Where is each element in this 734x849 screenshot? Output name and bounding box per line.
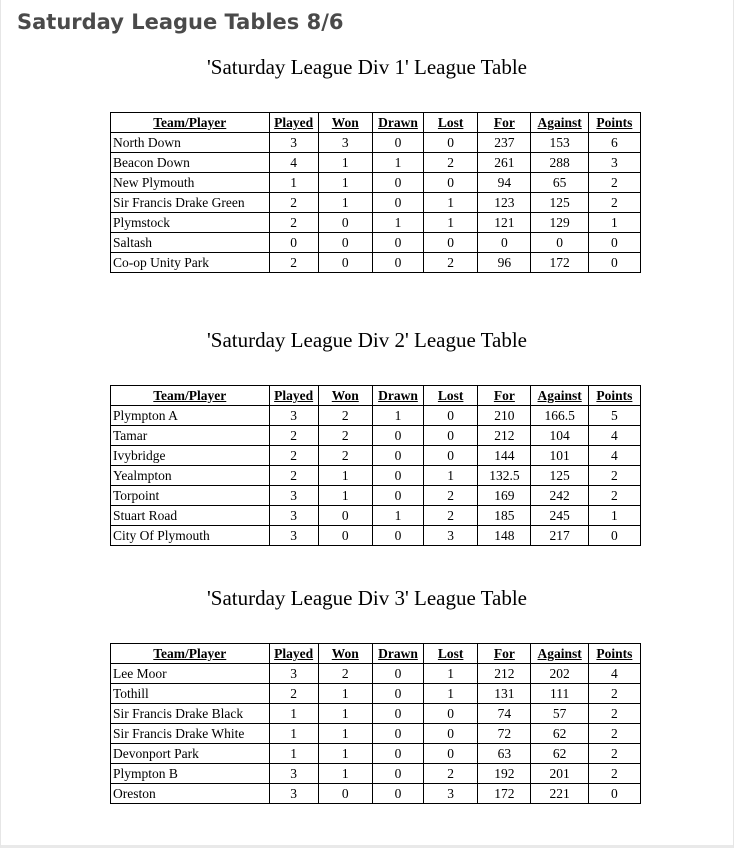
cell-won: 1 <box>318 153 372 173</box>
cell-for: 148 <box>478 526 531 546</box>
cell-drawn: 1 <box>372 406 423 426</box>
cell-for: 192 <box>478 764 531 784</box>
cell-points: 2 <box>588 724 640 744</box>
cell-team: Sir Francis Drake Black <box>111 704 270 724</box>
cell-points: 5 <box>588 406 640 426</box>
cell-against: 57 <box>531 704 588 724</box>
table-row <box>111 406 641 426</box>
cell-team: Oreston <box>111 784 270 804</box>
cell-won: 1 <box>318 684 372 704</box>
cell-for: 132.5 <box>478 466 531 486</box>
cell-drawn: 0 <box>372 486 423 506</box>
cell-against: 125 <box>531 466 588 486</box>
cell-won: 1 <box>318 764 372 784</box>
cell-lost: 0 <box>424 744 478 764</box>
cell-played: 2 <box>269 426 318 446</box>
cell-team: Plymstock <box>111 213 270 233</box>
column-header-points: Points <box>588 644 640 664</box>
cell-drawn: 0 <box>372 684 423 704</box>
cell-points: 2 <box>588 466 640 486</box>
column-header-points: Points <box>588 113 640 133</box>
column-header-for: For <box>478 386 531 406</box>
cell-points: 2 <box>588 173 640 193</box>
cell-lost: 2 <box>424 506 478 526</box>
cell-won: 1 <box>318 724 372 744</box>
cell-against: 172 <box>531 253 588 273</box>
cell-team: New Plymouth <box>111 173 270 193</box>
table-row <box>111 744 641 764</box>
column-header-team: Team/Player <box>111 644 270 664</box>
cell-played: 3 <box>269 664 318 684</box>
cell-against: 221 <box>531 784 588 804</box>
table-row <box>111 486 641 506</box>
table-header-row <box>111 386 641 406</box>
cell-played: 1 <box>269 173 318 193</box>
table-row <box>111 173 641 193</box>
cell-played: 2 <box>269 684 318 704</box>
cell-team: Co-op Unity Park <box>111 253 270 273</box>
cell-for: 72 <box>478 724 531 744</box>
cell-won: 1 <box>318 193 372 213</box>
column-header-drawn: Drawn <box>372 644 423 664</box>
cell-for: 131 <box>478 684 531 704</box>
cell-drawn: 1 <box>372 153 423 173</box>
cell-points: 2 <box>588 744 640 764</box>
cell-team: Ivybridge <box>111 446 270 466</box>
cell-for: 212 <box>478 664 531 684</box>
cell-won: 2 <box>318 406 372 426</box>
cell-played: 3 <box>269 506 318 526</box>
cell-won: 0 <box>318 526 372 546</box>
league-table-div3 <box>110 643 641 804</box>
cell-lost: 0 <box>424 233 478 253</box>
cell-team: Plympton B <box>111 764 270 784</box>
cell-points: 2 <box>588 704 640 724</box>
cell-points: 3 <box>588 153 640 173</box>
cell-won: 1 <box>318 486 372 506</box>
cell-lost: 0 <box>424 724 478 744</box>
cell-won: 0 <box>318 784 372 804</box>
cell-team: Lee Moor <box>111 664 270 684</box>
cell-drawn: 0 <box>372 133 423 153</box>
table-row <box>111 784 641 804</box>
cell-drawn: 0 <box>372 253 423 273</box>
column-header-team: Team/Player <box>111 386 270 406</box>
column-header-lost: Lost <box>424 113 478 133</box>
cell-against: 129 <box>531 213 588 233</box>
cell-won: 1 <box>318 173 372 193</box>
column-header-for: For <box>478 644 531 664</box>
cell-drawn: 0 <box>372 704 423 724</box>
cell-against: 166.5 <box>531 406 588 426</box>
cell-lost: 2 <box>424 153 478 173</box>
cell-team: Tothill <box>111 684 270 704</box>
cell-won: 3 <box>318 133 372 153</box>
cell-against: 125 <box>531 193 588 213</box>
cell-team: Sir Francis Drake White <box>111 724 270 744</box>
cell-played: 1 <box>269 724 318 744</box>
cell-points: 0 <box>588 233 640 253</box>
table-row <box>111 704 641 724</box>
cell-played: 3 <box>269 526 318 546</box>
table-row <box>111 684 641 704</box>
cell-drawn: 0 <box>372 446 423 466</box>
cell-played: 4 <box>269 153 318 173</box>
cell-against: 217 <box>531 526 588 546</box>
cell-for: 74 <box>478 704 531 724</box>
cell-lost: 1 <box>424 684 478 704</box>
column-header-for: For <box>478 113 531 133</box>
cell-drawn: 0 <box>372 466 423 486</box>
cell-for: 123 <box>478 193 531 213</box>
cell-for: 169 <box>478 486 531 506</box>
league-table-div1 <box>110 112 641 273</box>
cell-points: 1 <box>588 213 640 233</box>
table-row <box>111 724 641 744</box>
cell-drawn: 0 <box>372 764 423 784</box>
cell-won: 1 <box>318 466 372 486</box>
cell-for: 212 <box>478 426 531 446</box>
cell-won: 0 <box>318 253 372 273</box>
cell-lost: 0 <box>424 406 478 426</box>
column-header-won: Won <box>318 644 372 664</box>
cell-lost: 0 <box>424 446 478 466</box>
cell-against: 202 <box>531 664 588 684</box>
column-header-drawn: Drawn <box>372 113 423 133</box>
column-header-team: Team/Player <box>111 113 270 133</box>
cell-points: 4 <box>588 446 640 466</box>
cell-lost: 2 <box>424 764 478 784</box>
table-header-row <box>111 113 641 133</box>
cell-lost: 0 <box>424 704 478 724</box>
cell-against: 0 <box>531 233 588 253</box>
cell-team: Sir Francis Drake Green <box>111 193 270 213</box>
cell-drawn: 0 <box>372 233 423 253</box>
cell-points: 2 <box>588 486 640 506</box>
cell-against: 242 <box>531 486 588 506</box>
cell-drawn: 0 <box>372 526 423 546</box>
cell-drawn: 1 <box>372 506 423 526</box>
cell-lost: 1 <box>424 466 478 486</box>
cell-lost: 3 <box>424 784 478 804</box>
table-row <box>111 233 641 253</box>
column-header-won: Won <box>318 386 372 406</box>
cell-played: 1 <box>269 744 318 764</box>
cell-points: 4 <box>588 664 640 684</box>
cell-played: 1 <box>269 704 318 724</box>
cell-played: 2 <box>269 193 318 213</box>
cell-for: 144 <box>478 446 531 466</box>
cell-drawn: 0 <box>372 426 423 446</box>
cell-against: 201 <box>531 764 588 784</box>
table-row <box>111 506 641 526</box>
table-row <box>111 526 641 546</box>
cell-won: 1 <box>318 744 372 764</box>
column-header-against: Against <box>531 113 588 133</box>
column-header-against: Against <box>531 644 588 664</box>
cell-points: 2 <box>588 193 640 213</box>
column-header-played: Played <box>269 386 318 406</box>
league-table-title: 'Saturday League Div 2' League Table <box>206 328 527 352</box>
cell-drawn: 0 <box>372 724 423 744</box>
cell-for: 210 <box>478 406 531 426</box>
cell-played: 2 <box>269 466 318 486</box>
cell-against: 111 <box>531 684 588 704</box>
table-row <box>111 466 641 486</box>
table-row <box>111 426 641 446</box>
cell-against: 65 <box>531 173 588 193</box>
league-table-title: 'Saturday League Div 1' League Table <box>206 55 527 79</box>
table-row <box>111 153 641 173</box>
cell-team: Saltash <box>111 233 270 253</box>
cell-against: 62 <box>531 744 588 764</box>
cell-team: North Down <box>111 133 270 153</box>
league-table-div2 <box>110 385 641 546</box>
cell-against: 101 <box>531 446 588 466</box>
cell-team: Stuart Road <box>111 506 270 526</box>
cell-team: Yealmpton <box>111 466 270 486</box>
cell-drawn: 0 <box>372 173 423 193</box>
cell-against: 288 <box>531 153 588 173</box>
cell-points: 1 <box>588 506 640 526</box>
cell-points: 4 <box>588 426 640 446</box>
cell-lost: 1 <box>424 193 478 213</box>
cell-drawn: 0 <box>372 664 423 684</box>
cell-against: 245 <box>531 506 588 526</box>
table-row <box>111 253 641 273</box>
cell-played: 3 <box>269 784 318 804</box>
cell-against: 153 <box>531 133 588 153</box>
cell-points: 0 <box>588 784 640 804</box>
cell-lost: 0 <box>424 173 478 193</box>
cell-won: 0 <box>318 213 372 233</box>
cell-lost: 1 <box>424 213 478 233</box>
table-row <box>111 446 641 466</box>
cell-team: Torpoint <box>111 486 270 506</box>
cell-against: 104 <box>531 426 588 446</box>
cell-drawn: 0 <box>372 744 423 764</box>
column-header-played: Played <box>269 644 318 664</box>
cell-points: 6 <box>588 133 640 153</box>
cell-lost: 3 <box>424 526 478 546</box>
cell-played: 3 <box>269 133 318 153</box>
column-header-lost: Lost <box>424 386 478 406</box>
column-header-lost: Lost <box>424 644 478 664</box>
league-table-title: 'Saturday League Div 3' League Table <box>206 586 527 610</box>
table-row <box>111 764 641 784</box>
cell-played: 3 <box>269 764 318 784</box>
cell-played: 0 <box>269 233 318 253</box>
cell-played: 2 <box>269 446 318 466</box>
column-header-drawn: Drawn <box>372 386 423 406</box>
cell-played: 3 <box>269 486 318 506</box>
cell-drawn: 0 <box>372 784 423 804</box>
cell-team: Tamar <box>111 426 270 446</box>
cell-against: 62 <box>531 724 588 744</box>
cell-for: 0 <box>478 233 531 253</box>
cell-won: 1 <box>318 704 372 724</box>
cell-for: 94 <box>478 173 531 193</box>
cell-won: 0 <box>318 506 372 526</box>
cell-won: 2 <box>318 426 372 446</box>
cell-won: 2 <box>318 446 372 466</box>
cell-points: 0 <box>588 253 640 273</box>
cell-drawn: 1 <box>372 213 423 233</box>
cell-played: 2 <box>269 253 318 273</box>
cell-for: 121 <box>478 213 531 233</box>
table-row <box>111 133 641 153</box>
column-header-played: Played <box>269 113 318 133</box>
cell-lost: 0 <box>424 133 478 153</box>
cell-team: Beacon Down <box>111 153 270 173</box>
cell-won: 2 <box>318 664 372 684</box>
table-row <box>111 193 641 213</box>
cell-team: Devonport Park <box>111 744 270 764</box>
table-row <box>111 213 641 233</box>
cell-won: 0 <box>318 233 372 253</box>
column-header-won: Won <box>318 113 372 133</box>
cell-played: 2 <box>269 213 318 233</box>
cell-for: 63 <box>478 744 531 764</box>
cell-lost: 2 <box>424 253 478 273</box>
cell-for: 261 <box>478 153 531 173</box>
cell-drawn: 0 <box>372 193 423 213</box>
cell-lost: 0 <box>424 426 478 446</box>
cell-played: 3 <box>269 406 318 426</box>
column-header-against: Against <box>531 386 588 406</box>
table-header-row <box>111 644 641 664</box>
table-row <box>111 664 641 684</box>
cell-points: 2 <box>588 764 640 784</box>
cell-team: Plympton A <box>111 406 270 426</box>
cell-for: 185 <box>478 506 531 526</box>
page-title: Saturday League Tables 8/6 <box>17 10 344 34</box>
column-header-points: Points <box>588 386 640 406</box>
cell-points: 0 <box>588 526 640 546</box>
cell-lost: 2 <box>424 486 478 506</box>
cell-for: 96 <box>478 253 531 273</box>
cell-team: City Of Plymouth <box>111 526 270 546</box>
cell-lost: 1 <box>424 664 478 684</box>
cell-for: 172 <box>478 784 531 804</box>
cell-points: 2 <box>588 684 640 704</box>
cell-for: 237 <box>478 133 531 153</box>
